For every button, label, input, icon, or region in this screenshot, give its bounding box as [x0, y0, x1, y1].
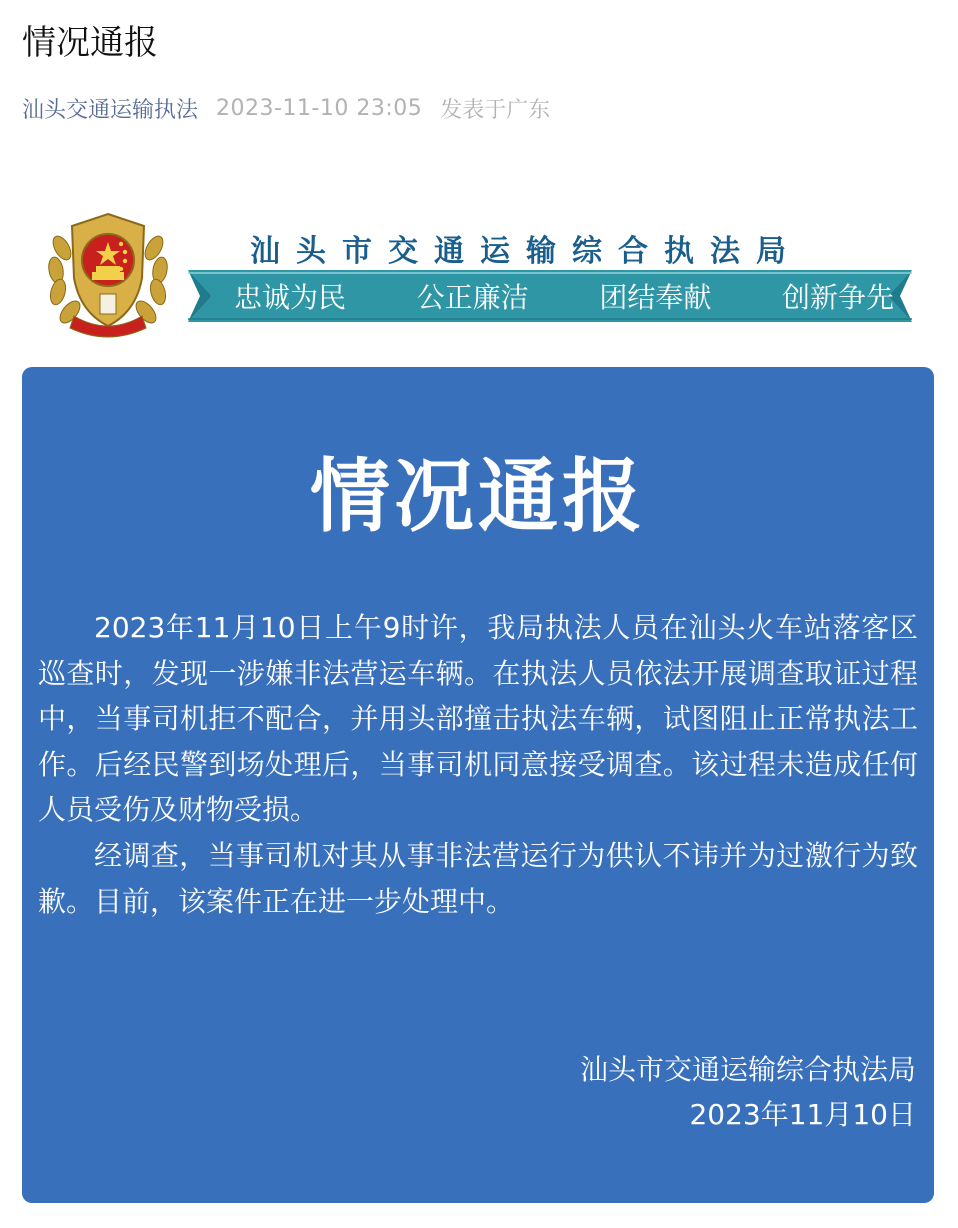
- notice-body: [38, 605, 918, 924]
- slogan-item: 公正廉洁: [416, 281, 529, 314]
- notice-card: [22, 367, 934, 1203]
- slogan-item: 团结奉献: [599, 281, 712, 314]
- publish-datetime: 2023-11-10 23:05: [216, 95, 423, 121]
- notice-paragraph: 2023年11月10日上午9时许，我局执法人员在汕头火车站落客区巡查时，发现一涉嫌非法营运车辆。在执法人员依法开展调查取证过程中，当事司机拒不配合，并用头部撞击执法车辆，试图阻止正常执法工作。后经民警到场处理后，当事司机同意接受调查。该过程未造成任何人员受伤及财物受损。: [38, 611, 918, 827]
- signature-org: 汕头市交通运输综合执法局: [579, 1053, 916, 1086]
- header-banner: [40, 208, 920, 348]
- signature-date: 2023年11月10日: [689, 1098, 916, 1131]
- notice-title: 情况通报: [310, 450, 646, 543]
- publish-location: 发表于广东: [440, 97, 551, 123]
- slogan-list: [234, 270, 894, 322]
- article-meta: [22, 90, 550, 126]
- notice-signature: [580, 1047, 916, 1137]
- police-emblem-icon: [44, 208, 172, 340]
- banner-org-name: 汕头市交通运输综合执法局: [250, 234, 802, 269]
- notice-paragraph: 经调查，当事司机对其从事非法营运行为供认不讳并为过激行为致歉。目前，该案件正在进一步处理中。: [38, 838, 918, 918]
- account-name-link[interactable]: 汕头交通运输执法: [22, 97, 199, 123]
- article-title: 情况通报: [22, 23, 158, 63]
- slogan-item: 忠诚为民: [234, 281, 347, 314]
- slogan-item: 创新争先: [781, 281, 894, 314]
